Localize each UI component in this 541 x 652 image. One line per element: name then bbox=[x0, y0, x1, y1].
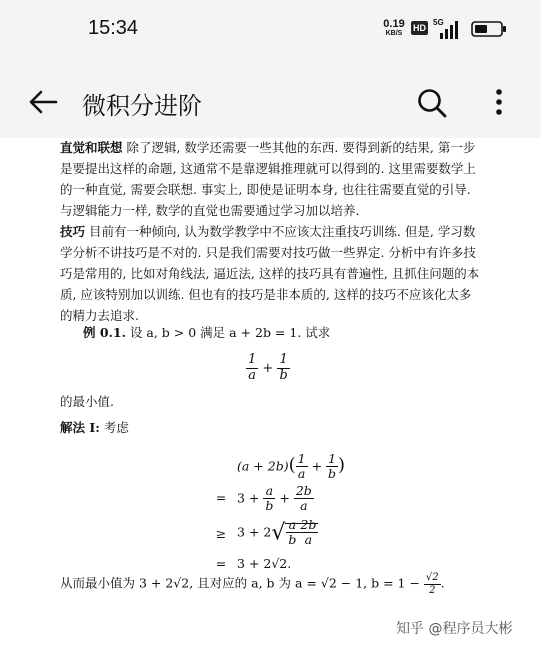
fraction-numerator: 2b bbox=[300, 517, 317, 532]
paragraph-technique bbox=[60, 221, 480, 326]
battery-icon bbox=[471, 21, 507, 37]
paragraph-heading-technique: 技巧 bbox=[60, 224, 86, 239]
paragraph-text-intuition: 除了逻辑, 数学还需要一些其他的东西. 要得到新的结果, 第一步是要提出这样的命题, 这通常不是靠逻辑推理就可以得到的. 这里需要数学上的一种直觉, 需要会联想. 事实上, 即使是证明本身, 也往往需要直觉的引导. 与逻辑能力一样, 数学的直觉也需要通过学习加以培养. bbox=[60, 140, 476, 218]
equals-sign: = bbox=[215, 556, 227, 571]
fraction-1-over-a bbox=[246, 353, 258, 384]
derivation-expression bbox=[237, 484, 314, 514]
plus-sign: + bbox=[311, 458, 323, 474]
paragraph-heading-intuition: 直觉和联想 bbox=[60, 140, 123, 155]
search-icon[interactable] bbox=[417, 88, 447, 118]
fraction-denominator: a bbox=[298, 532, 318, 547]
fraction-numerator: 2b bbox=[295, 483, 312, 498]
equals-sign: = bbox=[215, 490, 227, 505]
fraction-numerator: 1 bbox=[279, 352, 288, 367]
conclusion-period: . bbox=[440, 575, 445, 591]
derivation-expression: 3 + 2√ $\frac{a}{b}$ $\frac{2b}{a}$ bbox=[237, 517, 317, 548]
network-type-label: 5G bbox=[433, 18, 444, 27]
fraction-numerator: 1 bbox=[248, 352, 257, 367]
fraction-numerator: 1 bbox=[297, 451, 306, 466]
inequality-sign: ≥ bbox=[215, 526, 227, 541]
plus-sign: + bbox=[262, 360, 274, 376]
fraction-denominator: b bbox=[279, 367, 288, 383]
fraction-numerator: a bbox=[265, 483, 274, 498]
network-speed-value: 0.19 bbox=[383, 18, 405, 30]
fraction-numerator: 1 bbox=[328, 451, 337, 466]
paragraph-intuition bbox=[60, 137, 480, 221]
minimum-prompt: 的最小值. bbox=[60, 394, 114, 409]
conclusion-text: 从而最小值为 3 + 2√2, 且对应的 a, b 为 a = √2 − 1, b = 1 − bbox=[60, 575, 424, 591]
solution-text: 考虑 bbox=[103, 420, 129, 435]
fraction-1-over-b bbox=[277, 353, 289, 384]
fraction-denominator: b bbox=[265, 498, 274, 514]
status-time: 15:34 bbox=[88, 17, 139, 39]
example-statement bbox=[83, 323, 330, 341]
fraction-2b-over-a bbox=[298, 518, 318, 548]
fraction-2b-over-a bbox=[294, 484, 314, 514]
plus-sign: + bbox=[279, 490, 290, 506]
fraction-1-over-a bbox=[296, 452, 308, 482]
fraction-denominator: a bbox=[296, 466, 308, 481]
conclusion bbox=[60, 572, 445, 596]
expression-start: 3 + 2 bbox=[237, 524, 272, 540]
signal-icon bbox=[433, 18, 467, 38]
fraction-denominator: a bbox=[246, 368, 258, 384]
network-speed bbox=[381, 19, 407, 37]
paragraph-text-technique: 目前有一种倾向, 认为数学教学中不应该太注重技巧训练. 但是, 学习数学分析不讲技巧是不对的. 只是我们需要对技巧做一些界定. 分析中有许多技巧是常用的, 比如对角线法, 逼近法, 这样的技巧具有普遍性, 且抓住问题的本质, 应该特别加以训练. 但也有的技巧是非本质的, 这样的技巧不应该化太多的精力去追求. bbox=[60, 224, 480, 323]
fraction-1-over-b bbox=[326, 452, 338, 482]
fraction-sqrt2-over-2 bbox=[424, 572, 441, 596]
target-expression bbox=[246, 353, 290, 384]
example-text: 设 a, b > 0 满足 a + 2b = 1. 试求 bbox=[129, 325, 331, 340]
network-speed-unit: KB/S bbox=[385, 30, 403, 37]
more-options-icon[interactable] bbox=[492, 88, 506, 118]
fraction-denominator: b bbox=[328, 466, 337, 482]
solution-heading bbox=[60, 418, 129, 436]
fraction-denominator: a bbox=[294, 498, 314, 513]
fraction-numerator: a bbox=[288, 517, 297, 532]
fraction-denominator: 2 bbox=[424, 584, 441, 597]
back-arrow-icon[interactable] bbox=[28, 89, 58, 115]
hd-icon: HD bbox=[413, 23, 426, 33]
fraction-a-over-b bbox=[263, 484, 275, 514]
derivation-result: 3 + 2√2. bbox=[237, 556, 292, 571]
expression-start: 3 + bbox=[237, 490, 260, 506]
example-label: 例 0.1. bbox=[83, 325, 126, 340]
product-prefix: (a + 2b) bbox=[237, 458, 289, 474]
watermark: 知乎 @程序员大彬 bbox=[396, 621, 513, 637]
derivation-expression: (a + 2b)( $\frac{1}{a}$ + $\frac{1}{b}$ ) bbox=[237, 451, 346, 482]
fraction-a-over-b bbox=[286, 518, 298, 548]
square-root-radicand bbox=[285, 517, 318, 548]
fraction-numerator: √2 bbox=[425, 572, 439, 583]
fraction-denominator: b bbox=[288, 532, 297, 548]
solution-label: 解法 I: bbox=[60, 420, 100, 435]
page-title: 微积分进阶 bbox=[82, 92, 202, 120]
